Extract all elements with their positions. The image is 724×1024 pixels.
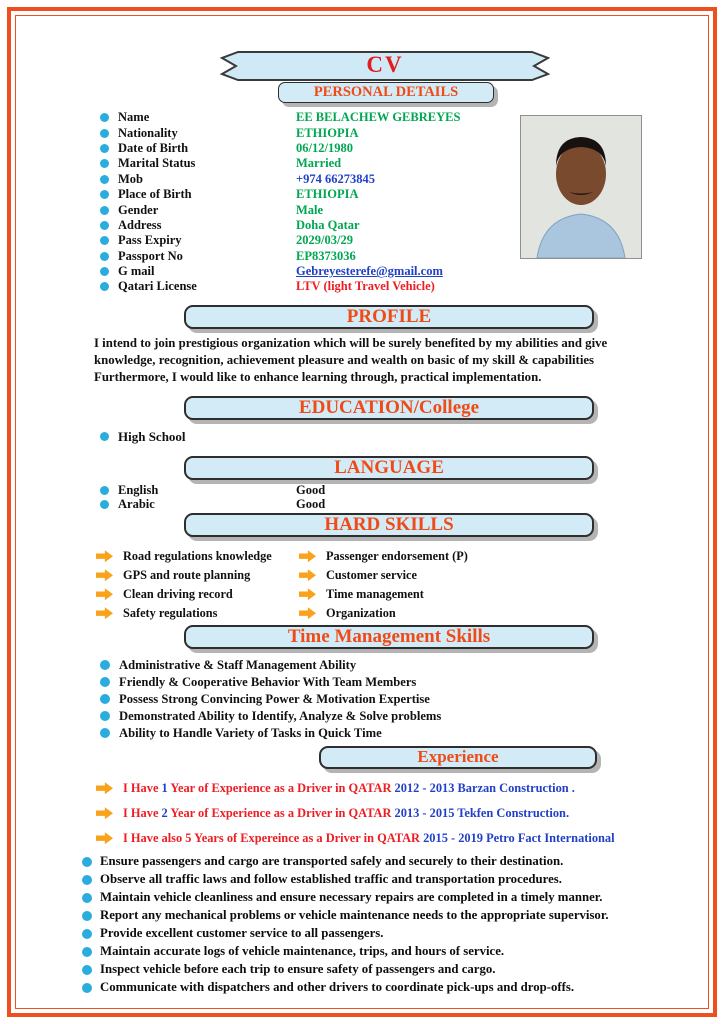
arrow-bullet-icon <box>299 550 316 562</box>
bullet-icon <box>100 282 109 291</box>
personal-detail-row <box>100 279 700 294</box>
arrow-bullet-icon <box>96 782 113 794</box>
detail-value: Married <box>296 156 342 171</box>
section-title: PROFILE <box>346 305 432 327</box>
bullet-icon <box>82 911 92 921</box>
list-item <box>100 674 700 691</box>
detail-value: +974 66273845 <box>296 171 375 186</box>
duty-text: Ensure passengers and cargo are transported safely and securely to their destination. <box>100 854 564 869</box>
email-link[interactable]: Gebreyesterefe@gmail.com <box>296 264 443 279</box>
arrow-bullet-icon <box>299 569 316 581</box>
detail-value: EE BELACHEW GEBREYES <box>296 110 461 125</box>
experience-item <box>96 801 700 826</box>
experience-company: 2015 - 2019 Petro Fact International <box>423 830 615 845</box>
experience-text: I Have also 5 Years of Expereince as a Driver in QATAR <box>123 830 424 845</box>
section-header-education <box>184 396 594 420</box>
profile-photo <box>520 115 642 259</box>
bullet-icon <box>82 929 92 939</box>
bullet-icon <box>100 660 110 670</box>
bullet-icon <box>100 500 109 509</box>
detail-label: Nationality <box>118 125 178 140</box>
duty-item <box>82 943 700 961</box>
duties-list <box>24 853 700 997</box>
arrow-bullet-icon <box>96 550 113 562</box>
bullet-icon <box>100 236 109 245</box>
bullet-icon <box>100 252 109 261</box>
language-name: English <box>118 483 159 498</box>
bullet-icon <box>100 129 109 138</box>
arrow-bullet-icon <box>96 569 113 581</box>
section-header-time-management <box>184 625 594 649</box>
detail-label: Gender <box>118 202 159 217</box>
item-text: Demonstrated Ability to Identify, Analyze & Solve problems <box>119 708 442 723</box>
item-text: Possess Strong Convincing Power & Motivation Expertise <box>119 691 430 706</box>
bullet-icon <box>100 190 109 199</box>
duty-text: Observe all traffic laws and follow established traffic and transportation procedures. <box>100 872 562 887</box>
detail-value: ETHIOPIA <box>296 125 359 140</box>
experience-company: 2013 - 2015 Tekfen Construction. <box>394 805 570 820</box>
detail-label: Place of Birth <box>118 187 192 202</box>
detail-label: Qatari License <box>118 279 197 294</box>
skill-label: Time management <box>326 586 424 601</box>
skill-row <box>96 604 700 623</box>
duty-item <box>82 925 700 943</box>
bullet-icon <box>100 432 109 441</box>
experience-text: Year of Experience as a Driver in QATAR <box>167 780 395 795</box>
section-header-profile <box>184 305 594 329</box>
education-item <box>100 429 700 445</box>
duty-text: Communicate with dispatchers and other drivers to coordinate pick-ups and drop-offs. <box>100 980 575 995</box>
duty-text: Maintain vehicle cleanliness and ensure necessary repairs are completed in a timely manner. <box>100 890 603 905</box>
list-item <box>100 725 700 742</box>
section-title: EDUCATION/College <box>298 396 480 418</box>
duty-text: Maintain accurate logs of vehicle maintenance, trips, and hours of service. <box>100 944 505 959</box>
duty-item <box>82 871 700 889</box>
experience-number: 2 <box>161 805 168 820</box>
experience-text: I Have <box>123 805 162 820</box>
hard-skills-list <box>24 547 700 623</box>
language-level: Good <box>296 483 326 498</box>
bullet-icon <box>100 728 110 738</box>
language-row <box>100 498 700 512</box>
section-title: PERSONAL DETAILS <box>313 84 459 100</box>
section-header-language <box>184 456 594 480</box>
detail-value: 2029/03/29 <box>296 233 353 248</box>
section-title: LANGUAGE <box>334 456 444 478</box>
duty-item <box>82 889 700 907</box>
detail-label: Date of Birth <box>118 140 189 155</box>
language-level: Good <box>296 497 326 512</box>
duty-text: Provide excellent customer service to all passengers. <box>100 926 384 941</box>
person-photo-placeholder <box>521 116 641 258</box>
language-list <box>24 484 700 512</box>
list-item <box>100 657 700 674</box>
cv-title: CV <box>366 52 404 77</box>
bullet-icon <box>100 113 109 122</box>
duty-item <box>82 979 700 997</box>
bullet-icon <box>82 875 92 885</box>
time-management-list <box>24 657 700 742</box>
skill-row <box>96 547 700 566</box>
bullet-icon <box>100 267 109 276</box>
bullet-icon <box>100 221 109 230</box>
bullet-icon <box>100 677 110 687</box>
personal-detail-row <box>100 264 700 279</box>
bullet-icon <box>82 983 92 993</box>
section-title: Experience <box>417 747 499 767</box>
item-text: Ability to Handle Variety of Tasks in Quick Time <box>119 725 382 740</box>
detail-value: LTV (light Travel Vehicle) <box>296 279 435 294</box>
experience-item <box>96 776 700 801</box>
duty-item <box>82 853 700 871</box>
list-item <box>100 708 700 725</box>
bullet-icon <box>82 857 92 867</box>
item-text: Administrative & Staff Management Ability <box>119 657 357 672</box>
detail-value: Doha Qatar <box>296 217 360 232</box>
skill-label: Passenger endorsement (P) <box>326 548 468 563</box>
detail-value: 06/12/1980 <box>296 140 353 155</box>
skill-row <box>96 585 700 604</box>
skill-label: Organization <box>326 605 396 620</box>
skill-label: GPS and route planning <box>123 567 251 582</box>
experience-list <box>24 776 700 851</box>
bullet-icon <box>82 947 92 957</box>
section-title: Time Management Skills <box>287 625 491 647</box>
arrow-bullet-icon <box>299 607 316 619</box>
bullet-icon <box>100 159 109 168</box>
detail-label: G mail <box>118 264 155 279</box>
duty-text: Inspect vehicle before each trip to ensure safety of passengers and cargo. <box>100 962 496 977</box>
skill-label: Clean driving record <box>123 586 233 601</box>
section-header-hard-skills <box>184 513 594 537</box>
detail-label: Passport No <box>118 248 183 263</box>
language-name: Arabic <box>118 497 155 512</box>
bullet-icon <box>100 486 109 495</box>
detail-label: Marital Status <box>118 156 196 171</box>
bullet-icon <box>100 206 109 215</box>
detail-label: Pass Expiry <box>118 233 182 248</box>
duty-text: Report any mechanical problems or vehicle maintenance needs to the appropriate supervisor. <box>100 908 609 923</box>
cv-content <box>24 20 700 1004</box>
education-label: High School <box>118 428 186 444</box>
section-title: HARD SKILLS <box>324 513 454 535</box>
arrow-bullet-icon <box>299 588 316 600</box>
list-item <box>100 691 700 708</box>
duty-item <box>82 961 700 979</box>
arrow-bullet-icon <box>96 588 113 600</box>
skill-row <box>96 566 700 585</box>
detail-label: Address <box>118 217 162 232</box>
experience-text: Year of Experience as a Driver in QATAR <box>167 805 395 820</box>
bullet-icon <box>100 175 109 184</box>
duty-item <box>82 907 700 925</box>
bullet-icon <box>82 893 92 903</box>
detail-value: Male <box>296 202 324 217</box>
experience-item <box>96 826 700 851</box>
profile-paragraph: I intend to join prestigious organization which will be surely benefited by my abilities and give knowledge, recognition, achievement pleasure and wealth on basic of my skill & capabilities Furthermore, I would like to enhance learning through, practical implementation. <box>94 335 608 384</box>
detail-label: Mob <box>118 171 143 186</box>
experience-company: 2012 - 2013 Barzan Construction . <box>394 780 575 795</box>
experience-text: I Have <box>123 780 162 795</box>
detail-value: ETHIOPIA <box>296 187 359 202</box>
bullet-icon <box>100 711 110 721</box>
detail-value: EP8373036 <box>296 248 356 263</box>
cv-banner <box>220 50 550 82</box>
bullet-icon <box>100 694 110 704</box>
language-row <box>100 484 700 498</box>
arrow-bullet-icon <box>96 807 113 819</box>
section-header-experience <box>319 746 597 769</box>
arrow-bullet-icon <box>96 832 113 844</box>
skill-label: Safety regulations <box>123 605 218 620</box>
experience-number: 1 <box>161 780 168 795</box>
skill-label: Road regulations knowledge <box>123 548 272 563</box>
section-header-personal-details <box>278 82 494 103</box>
item-text: Friendly & Cooperative Behavior With Team Members <box>119 674 417 689</box>
detail-label: Name <box>118 110 150 125</box>
skill-label: Customer service <box>326 567 417 582</box>
bullet-icon <box>82 965 92 975</box>
arrow-bullet-icon <box>96 607 113 619</box>
bullet-icon <box>100 144 109 153</box>
